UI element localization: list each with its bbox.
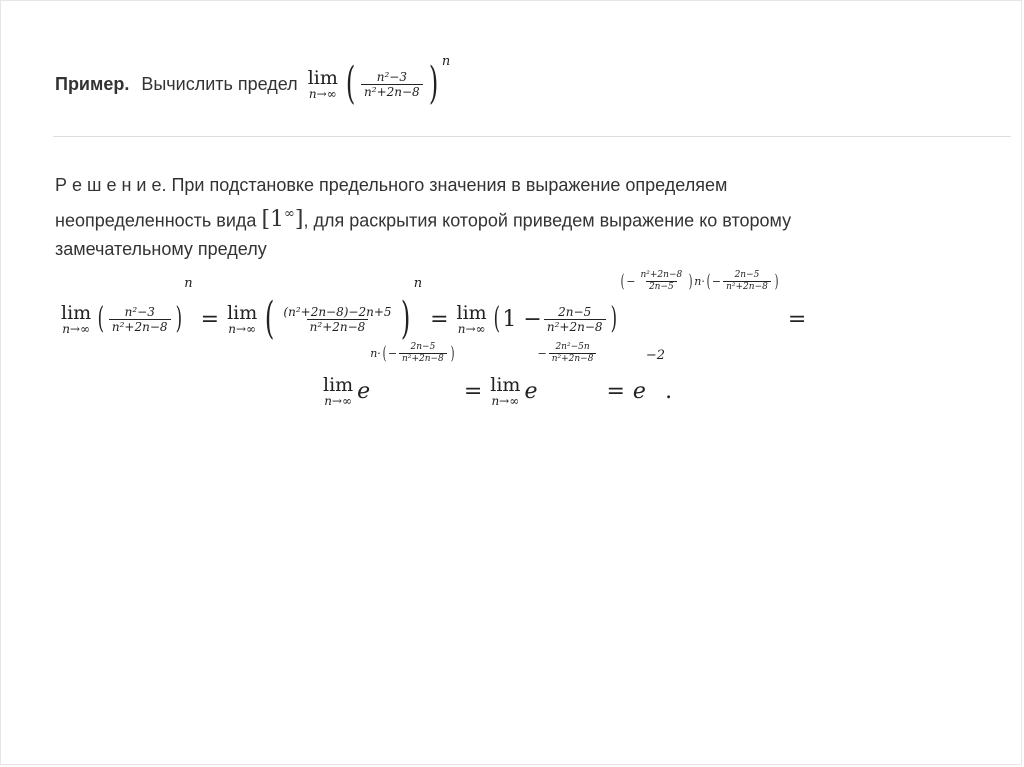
example-task: Вычислить предел — [141, 73, 298, 94]
example-header — [55, 49, 1005, 119]
exponent: n — [441, 54, 451, 69]
solution-line-3: замечательному пределу — [55, 239, 267, 260]
example-label: Пример. — [55, 73, 130, 94]
fraction: $\frac{\text{n²−3}}{\text{n²+2n−8}}$ — [361, 70, 423, 99]
solution-line-1: Р е ш е н и е. При подстановке предельного значения в выражение определяем — [55, 175, 728, 195]
exponent: n· ( − $\frac{2n-5}{\text{n²+2n−8}}$ ) — [370, 342, 455, 364]
fraction: $\frac{\text{n²−3}}{\text{n²+2n−8}}$ — [109, 305, 171, 334]
solution-text — [55, 171, 955, 264]
indeterminate-form: [1∞] — [261, 207, 304, 233]
exponent: − $\frac{\text{2n²−5n}}{\text{n²+2n−8}}$ — [537, 342, 598, 365]
solution-line-2: неопределенность вида [1∞], для раскрытия которой приведем выражение ко второму — [55, 207, 792, 233]
formula-line-1: lim n→∞ ( $\frac{\text{n²−3}}{\text{n²+2n−8}}$ ) n = lim n→∞ ( $\frac{\text{(n²+2n−8)−2n+5}}{\text{n²+2n−8}}$ ) n = lim n→∞ ( 1 − $\frac{2n-5}{\text{n²+2n−8}}$ ) ( − $\frac{\text{n²+2n−8}}{2n-5}$ ) n· ( − $\frac{2n-5}{\text{n²+2n−8}}$ ) = — [61, 270, 807, 344]
formula-line-2: lim n→∞ e n· ( − $\frac{2n-5}{\text{n²+2n−8}}$ ) = lim n→∞ e − $\frac{\text{2n²−5n}}{\text{n²+2n−8}}$ = e −2 . — [323, 342, 673, 408]
result: e — [632, 378, 646, 404]
divider — [53, 136, 1011, 137]
right-paren: ) — [428, 58, 438, 109]
fraction: $\frac{2n-5}{\text{n²+2n−8}}$ — [544, 305, 606, 334]
left-paren: ( — [345, 58, 356, 109]
limit-operator: lim n→∞ — [307, 66, 338, 101]
fraction: $\frac{\text{(n²+2n−8)−2n+5}}{\text{n²+2n−8}}$ — [283, 304, 392, 334]
exponent: ( − $\frac{\text{n²+2n−8}}{2n-5}$ ) n· ( − $\frac{2n-5}{\text{n²+2n−8}}$ ) — [620, 270, 779, 292]
task-formula — [307, 54, 451, 109]
